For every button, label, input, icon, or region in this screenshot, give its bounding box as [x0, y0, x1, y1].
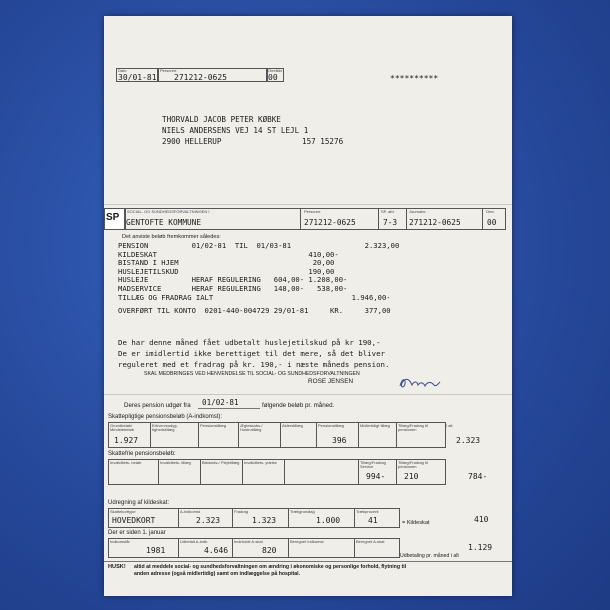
- traekprocent-value: 41: [368, 516, 378, 525]
- cell-divider: [354, 538, 355, 557]
- spec-line: HUSLEJE HERAF REGULERING 604,00- 1.208,00-: [118, 275, 348, 285]
- grundbeloeb-value: 1.927: [114, 436, 139, 445]
- cell-divider: [354, 508, 355, 527]
- col-label: Indkomstår: [110, 539, 130, 544]
- col-label: Tillæg/Fradrag Service: [360, 460, 386, 469]
- date-value: 30/01-81: [118, 73, 157, 82]
- pension-from-label: Deres pension udgør fra: [124, 402, 191, 409]
- cell-divider: [232, 538, 233, 557]
- pensionstillaeg-value: 396: [332, 436, 347, 445]
- pension-from-date: 01/02-81: [202, 398, 239, 407]
- kildeskat-value: 410: [474, 515, 489, 524]
- header-divider: [406, 208, 407, 229]
- col-label: I alt: [446, 423, 453, 428]
- address-line-2: NIELS ANDERSENS VEJ 14 ST LEJL 1: [162, 126, 309, 135]
- cell-divider: [178, 538, 179, 557]
- spec-line-transfer: OVERFØRT TIL KONTO 0201-440-004729 29/01-81 KR. 377,00: [118, 306, 391, 316]
- cell-divider: [358, 459, 359, 484]
- cell-divider: [396, 422, 397, 447]
- address-code: 157 15276: [302, 137, 344, 146]
- cell-divider: [288, 538, 289, 557]
- total-label: Udbetaling pr. måned i alt: [400, 553, 459, 559]
- spec-line: HUSLEJETILSKUD 190,00: [118, 266, 335, 276]
- journal-number: 271212-0625: [409, 218, 461, 227]
- fold-line: [104, 394, 512, 395]
- col-label: Grundbeløb/ Mindstebeløb: [110, 423, 135, 432]
- taxable-total: 2.323: [456, 436, 481, 445]
- col-label: A-indkomst: [180, 509, 201, 514]
- col-label: Trækgrundlag: [290, 509, 315, 514]
- cell-divider: [198, 422, 199, 447]
- adjustment-value: 210: [404, 472, 419, 481]
- kildeskat-label: = Kildeskat: [402, 520, 430, 526]
- cell-divider: [242, 459, 243, 484]
- cell-divider: [358, 422, 359, 447]
- col-label: Beregnet A-skat: [356, 539, 385, 544]
- header-divider: [378, 208, 379, 229]
- officer-signature: [396, 374, 442, 392]
- mid-omr: 00: [487, 218, 497, 227]
- address-line-1: THORVALD JACOB PETER KØBKE: [162, 115, 281, 124]
- specification-intro: Det anviste beløb fremkommer således:: [122, 234, 221, 240]
- ytd-section-title: Der er siden 1. januar: [108, 530, 166, 536]
- cell-divider: [200, 459, 201, 484]
- spec-line: TILLÆG OG FRADRAG IALT 1.946,00-: [118, 292, 391, 302]
- message-line-1: De har denne måned fået udbetalt huslejetilskud på kr 190,-: [118, 338, 381, 347]
- amount-stars: **********: [390, 74, 439, 83]
- col-label: Bistands-/ Plejetillæg: [202, 460, 240, 465]
- underline: [198, 408, 260, 409]
- taxable-section-title: Skattepligtige pensionsbeløb (A-indkomst):: [108, 414, 223, 420]
- notice-line-2: anden adresse (også midlertidig) samt om indlæggelse på hospital.: [134, 571, 301, 577]
- message-line-2: De er imidlertid ikke berettiget til det mere, så det bliver: [118, 349, 385, 358]
- a-indkomst-value: 2.323: [196, 516, 221, 525]
- col-label: Udbetalt A-indk.: [180, 539, 209, 544]
- divider: [104, 561, 512, 562]
- pension-from-suffix: følgende beløb pr. måned.: [262, 402, 335, 409]
- cell-divider: [150, 422, 151, 447]
- col-label: Invaliditets- tillæg: [160, 460, 191, 465]
- tax-section-title: Udregning af kildeskat:: [108, 500, 170, 506]
- specification-lines: [118, 242, 399, 316]
- persnr-value: 271212-0625: [174, 73, 227, 82]
- total-value: 1.129: [468, 543, 493, 552]
- cell-divider: [238, 422, 239, 447]
- omr-value: 00: [268, 73, 278, 82]
- fold-line: [104, 204, 512, 205]
- col-label: Erhvervsudyg- tighedstillæg: [152, 423, 178, 432]
- col-label: Fradrag: [234, 509, 249, 514]
- cell-divider: [158, 459, 159, 484]
- cell-divider: [284, 459, 285, 484]
- office-header: SOCIAL- OG SUNDHEDSFORVALTNINGEN I: [127, 209, 210, 214]
- address-line-3: 2900 HELLERUP: [162, 137, 222, 146]
- sp-afd-label: SP. afd.: [381, 209, 395, 214]
- fradrag-value: 1.323: [252, 516, 277, 525]
- spec-line: BISTAND I HJEM 20,00: [118, 258, 335, 268]
- traekgrundlag-value: 1.000: [316, 516, 341, 525]
- udbetalt-value: 4.646: [204, 546, 229, 555]
- a-skat-value: 820: [262, 546, 277, 555]
- date-label: Dato: [118, 68, 127, 73]
- sp-logo: SP: [106, 212, 120, 223]
- col-label: Midlertidigt tillæg: [360, 423, 391, 428]
- col-label: Pensionstillæg: [200, 423, 227, 428]
- indkomstaar-value: 1981: [146, 546, 166, 555]
- sp-afd: 7-3: [383, 218, 398, 227]
- skattekort-value: HOVEDKORT: [112, 516, 156, 525]
- persnr-label: Personnr.: [160, 68, 178, 73]
- cell-divider: [232, 508, 233, 527]
- col-label: Invaliditets- ydelse: [244, 460, 277, 465]
- cell-divider: [178, 508, 179, 527]
- notice-line-1: altid at meddele social- og sundhedsforvaltningen om ændring i økonomiske og personlige forhold, flytning til: [134, 564, 407, 570]
- spec-line: KILDESKAT 410,00-: [118, 249, 339, 259]
- omr-label: Område: [268, 68, 283, 73]
- col-label: Indeholdt A-skat: [234, 539, 263, 544]
- cell-divider: [280, 422, 281, 447]
- cell-divider: [316, 422, 317, 447]
- spec-line: PENSION 01/02-81 TIL 01/03-81 2.323,00: [118, 241, 400, 250]
- cell-divider: [396, 459, 397, 484]
- mid-omr-label: Omr.: [486, 209, 495, 214]
- col-label: Beregnet Indkomst: [290, 539, 324, 544]
- header-divider: [300, 208, 301, 229]
- mid-persnr: 271212-0625: [304, 218, 356, 227]
- col-label: Trækprocent: [356, 509, 379, 514]
- kommune-name: GENTOFTE KOMMUNE: [126, 218, 202, 227]
- journal-label: Journalnr.: [409, 209, 427, 214]
- col-label: Alderstillæg: [282, 423, 303, 428]
- col-label: Ægteskabs-/ Hustrutillæg: [240, 423, 263, 432]
- case-officer: ROSE JENSEN: [308, 378, 354, 385]
- header-divider: [482, 208, 483, 229]
- spec-line: MADSERVICE HERAF REGULERING 148,00- 538,00-: [118, 283, 348, 293]
- taxfree-total: 784-: [468, 472, 488, 481]
- col-label: Skattekorttype: [110, 509, 136, 514]
- mid-persnr-label: Personnr.: [304, 209, 322, 214]
- col-label: Tillæg/Fradrag til pensionen: [398, 460, 428, 469]
- cell-divider: [288, 508, 289, 527]
- col-label: Tillæg/Fradrag til pensionen: [398, 423, 428, 432]
- col-label: Invaliditets- beløb: [110, 460, 142, 465]
- pension-statement-paper: [104, 16, 512, 596]
- taxfree-section-title: Skattefrie pensionsbeløb:: [108, 451, 176, 457]
- bring-notice: SKAL MEDBRINGES VED HENVENDELSE TIL SOCIAL- OG SUNDHEDSFORVALTNINGEN: [144, 371, 360, 377]
- col-label: Pensionstillæg: [318, 423, 345, 428]
- service-value: 994-: [366, 472, 386, 481]
- husk-label: HUSK!: [108, 564, 126, 570]
- message-line-3: reguleret med et fradrag på kr. 190,- i næste måneds pension.: [118, 360, 390, 369]
